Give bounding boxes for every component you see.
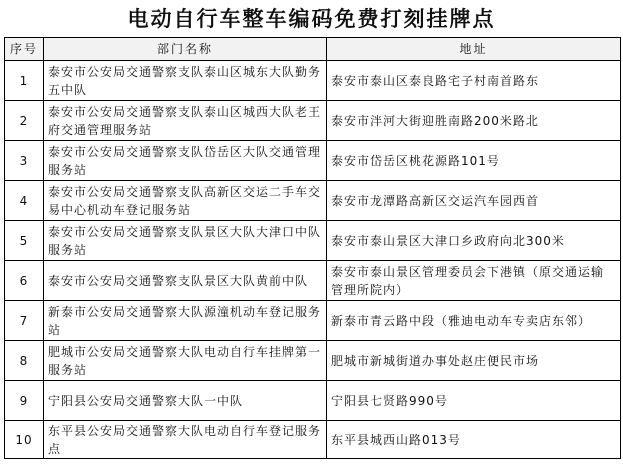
table-row [5,301,621,341]
row-number: 7 [5,301,44,341]
row-address: 新泰市青云路中段（雅迪电动车专卖店东邻） [327,301,621,341]
row-address: 泰安市泮河大街迎胜南路200米路北 [327,101,621,141]
table-row [5,101,621,141]
header-department: 部门名称 [44,38,327,61]
row-address: 泰安市龙潭路高新区交运汽车园西首 [327,181,621,221]
table-row [5,141,621,181]
row-number: 8 [5,341,44,381]
header-number: 序号 [5,38,44,61]
registration-points-table [4,37,621,459]
row-address: 肥城市新城街道办事处赵庄便民市场 [327,341,621,381]
row-number: 4 [5,181,44,221]
table-row [5,61,621,101]
row-number: 3 [5,141,44,181]
row-number: 10 [5,421,44,459]
row-address: 东平县城西山路013号 [327,421,621,459]
header-address: 地址 [327,38,621,61]
row-number: 2 [5,101,44,141]
row-department: 泰安市公安局交通警察支队景区大队大津口中队服务站 [44,221,327,261]
table-row [5,381,621,421]
row-address: 泰安市泰山景区管理委员会下港镇（原交通运输管理所院内） [327,261,621,301]
table-row [5,421,621,459]
row-address: 宁阳县七贤路990号 [327,381,621,421]
row-address: 泰安市泰山区泰良路宅子村南首路东 [327,61,621,101]
table-row [5,221,621,261]
row-department: 泰安市公安局交通警察支队岱岳区大队交通管理服务站 [44,141,327,181]
row-department: 宁阳县公安局交通警察大队一中队 [44,381,327,421]
table-header-row [5,38,621,61]
row-number: 6 [5,261,44,301]
table-row [5,181,621,221]
row-department: 东平县公安局交通警察大队电动自行车登记服务点 [44,421,327,459]
row-number: 1 [5,61,44,101]
row-number: 9 [5,381,44,421]
table-row [5,341,621,381]
table-row [5,261,621,301]
row-department: 泰安市公安局交通警察支队景区大队黄前中队 [44,261,327,301]
row-department: 泰安市公安局交通警察支队高新区交运二手车交易中心机动车登记服务站 [44,181,327,221]
row-number: 5 [5,221,44,261]
row-department: 肥城市公安局交通警察大队电动自行车挂牌第一服务站 [44,341,327,381]
row-department: 泰安市公安局交通警察支队泰山区城东大队勤务五中队 [44,61,327,101]
row-department: 泰安市公安局交通警察支队泰山区城西大队老王府交通管理服务站 [44,101,327,141]
row-department: 新泰市公安局交通警察大队源潼机动车登记服务站 [44,301,327,341]
row-address: 泰安市岱岳区桃花源路101号 [327,141,621,181]
row-address: 泰安市泰山景区大津口乡政府向北300米 [327,221,621,261]
page-title: 电动自行车整车编码免费打刻挂牌点 [127,6,496,31]
